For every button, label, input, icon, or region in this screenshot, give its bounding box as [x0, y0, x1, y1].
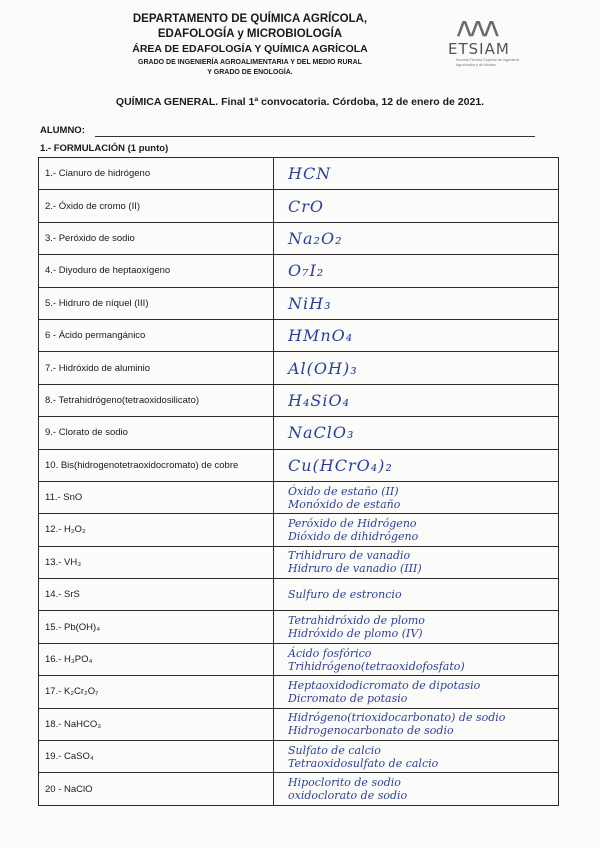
question-cell: 17.- K₂Cr₂O₇: [39, 676, 274, 708]
handwritten-answer: Sulfuro de estroncio: [288, 588, 402, 602]
question-cell: 9.- Clorato de sodio: [39, 417, 274, 449]
handwritten-answer: Al(OH)₃: [288, 358, 358, 378]
answer-cell: [274, 546, 559, 578]
answer-cell: [274, 708, 559, 740]
question-cell: 19.- CaSO₄: [39, 741, 274, 773]
handwritten-answer: Heptaoxidodicromato de dipotasio: [288, 678, 481, 692]
question-cell: 16.- H₃PO₄: [39, 643, 274, 675]
answer-cell: [274, 773, 559, 805]
area-line: ÁREA DE EDAFOLOGÍA Y QUÍMICA AGRÍCOLA: [132, 43, 368, 55]
handwritten-answer: Hidrogenocarbonato de sodio: [288, 724, 454, 738]
handwritten-answer: Na₂O₂: [288, 228, 343, 248]
question-cell: 20 - NaClO: [39, 773, 274, 805]
answer-cell: [274, 579, 559, 611]
table-row: [39, 417, 559, 449]
table-row: [39, 287, 559, 319]
handwritten-answer: NaClO₃: [288, 423, 355, 443]
question-cell: 12.- H₂O₂: [39, 514, 274, 546]
table-row: [39, 546, 559, 578]
answer-cell: [274, 158, 559, 190]
handwritten-answer: Peróxido de Hidrógeno: [288, 516, 417, 530]
question-cell: 8.- Tetrahidrógeno(tetraoxidosilicato): [39, 384, 274, 416]
table-row: [39, 579, 559, 611]
logo-mark-icon: ʌʌʌ: [456, 10, 497, 43]
answer-cell: [274, 741, 559, 773]
alumno-label: ALUMNO:: [40, 125, 85, 136]
table-row: [39, 741, 559, 773]
table-row: [39, 384, 559, 416]
section-title: 1.- FORMULACIÓN (1 punto): [40, 143, 169, 154]
table-row: [39, 643, 559, 675]
answer-cell: [274, 287, 559, 319]
handwritten-answer: HMnO₄: [288, 326, 354, 346]
handwritten-answer: Hidruro de vanadio (III): [288, 562, 422, 576]
question-cell: 7.- Hidróxido de aluminio: [39, 352, 274, 384]
answer-cell: [274, 643, 559, 675]
handwritten-answer: Dióxido de dihidrógeno: [288, 529, 419, 543]
answer-cell: [274, 384, 559, 416]
handwritten-answer: Dicromato de potasio: [288, 691, 408, 705]
etsiam-logo: [448, 10, 538, 84]
question-cell: 13.- VH₃: [39, 546, 274, 578]
handwritten-answer: Óxido de estaño (II): [288, 484, 399, 498]
handwritten-answer: Tetrahidróxido de plomo: [288, 614, 425, 628]
answer-cell: [274, 190, 559, 222]
handwritten-answer: Cu(HCrO₄)₂: [288, 455, 393, 475]
table-row: [39, 773, 559, 805]
handwritten-answer: Hipoclorito de sodio: [288, 776, 401, 790]
department-header: [70, 12, 430, 78]
grado-line-1: GRADO DE INGENIERÍA AGROALIMENTARIA Y DEL MEDIO RURAL: [138, 59, 362, 66]
question-cell: 15.- Pb(OH)₄: [39, 611, 274, 643]
handwritten-answer: oxidoclorato de sodio: [288, 789, 408, 803]
handwritten-answer: Trihidrógeno(tetraoxidofosfato): [288, 659, 465, 673]
logo-subtitle: Escuela Técnica Superior de Ingeniería Agronómica y de Montes: [456, 58, 519, 67]
exam-title: QUÍMICA GENERAL. Final 1ª convocatoria. Córdoba, 12 de enero de 2021.: [115, 96, 485, 108]
handwritten-answer: Monóxido de estaño: [288, 497, 401, 511]
answer-cell: [274, 319, 559, 351]
handwritten-answer: Sulfato de calcio: [288, 743, 381, 757]
handwritten-answer: NiH₃: [288, 293, 332, 313]
alumno-name-line[interactable]: [95, 136, 535, 137]
question-cell: 6 - Ácido permangánico: [39, 319, 274, 351]
answer-cell: [274, 481, 559, 513]
question-cell: 14.- SrS: [39, 579, 274, 611]
table-row: [39, 319, 559, 351]
question-cell: 11.- SnO: [39, 481, 274, 513]
table-row: [39, 190, 559, 222]
answer-cell: [274, 676, 559, 708]
table-row: [39, 708, 559, 740]
answer-cell: [274, 611, 559, 643]
question-cell: 2.- Óxido de cromo (II): [39, 190, 274, 222]
answer-cell: [274, 449, 559, 481]
handwritten-answer: O₇I₂: [288, 261, 325, 281]
table-row: [39, 222, 559, 254]
table-row: [39, 676, 559, 708]
grado-line-2: Y GRADO DE ENOLOGÍA.: [207, 69, 293, 76]
table-row: [39, 481, 559, 513]
answer-cell: [274, 222, 559, 254]
table-row: [39, 449, 559, 481]
logo-name: ETSIAM: [448, 40, 510, 58]
dept-line-1: DEPARTAMENTO DE QUÍMICA AGRÍCOLA,: [132, 13, 368, 25]
question-cell: 3.- Peróxido de sodio: [39, 222, 274, 254]
table-row: [39, 514, 559, 546]
answer-cell: [274, 255, 559, 287]
question-cell: 5.- Hidruro de níquel (III): [39, 287, 274, 319]
answer-cell: [274, 352, 559, 384]
question-cell: 1.- Cianuro de hidrógeno: [39, 158, 274, 190]
table-row: [39, 352, 559, 384]
handwritten-answer: Tetraoxidosulfato de calcio: [288, 756, 439, 770]
question-cell: 4.- Diyoduro de heptaoxígeno: [39, 255, 274, 287]
handwritten-answer: CrO: [288, 196, 325, 216]
handwritten-answer: Trihidruro de vanadio: [288, 549, 411, 563]
dept-line-2: EDAFOLOGÍA y MICROBIOLOGÍA: [157, 28, 343, 40]
table-row: [39, 158, 559, 190]
formulation-table: [38, 157, 559, 806]
question-cell: 10. Bis(hidrogenotetraoxidocromato) de cobre: [39, 449, 274, 481]
table-row: [39, 255, 559, 287]
question-cell: 18.- NaHCO₃: [39, 708, 274, 740]
handwritten-answer: Hidróxido de plomo (IV): [288, 627, 423, 641]
handwritten-answer: H₄SiO₄: [288, 390, 350, 410]
answer-cell: [274, 514, 559, 546]
table-row: [39, 611, 559, 643]
answer-cell: [274, 417, 559, 449]
handwritten-answer: HCN: [288, 164, 332, 184]
handwritten-answer: Ácido fosfórico: [288, 646, 372, 660]
handwritten-answer: Hidrógeno(trioxidocarbonato) de sodio: [288, 711, 506, 725]
